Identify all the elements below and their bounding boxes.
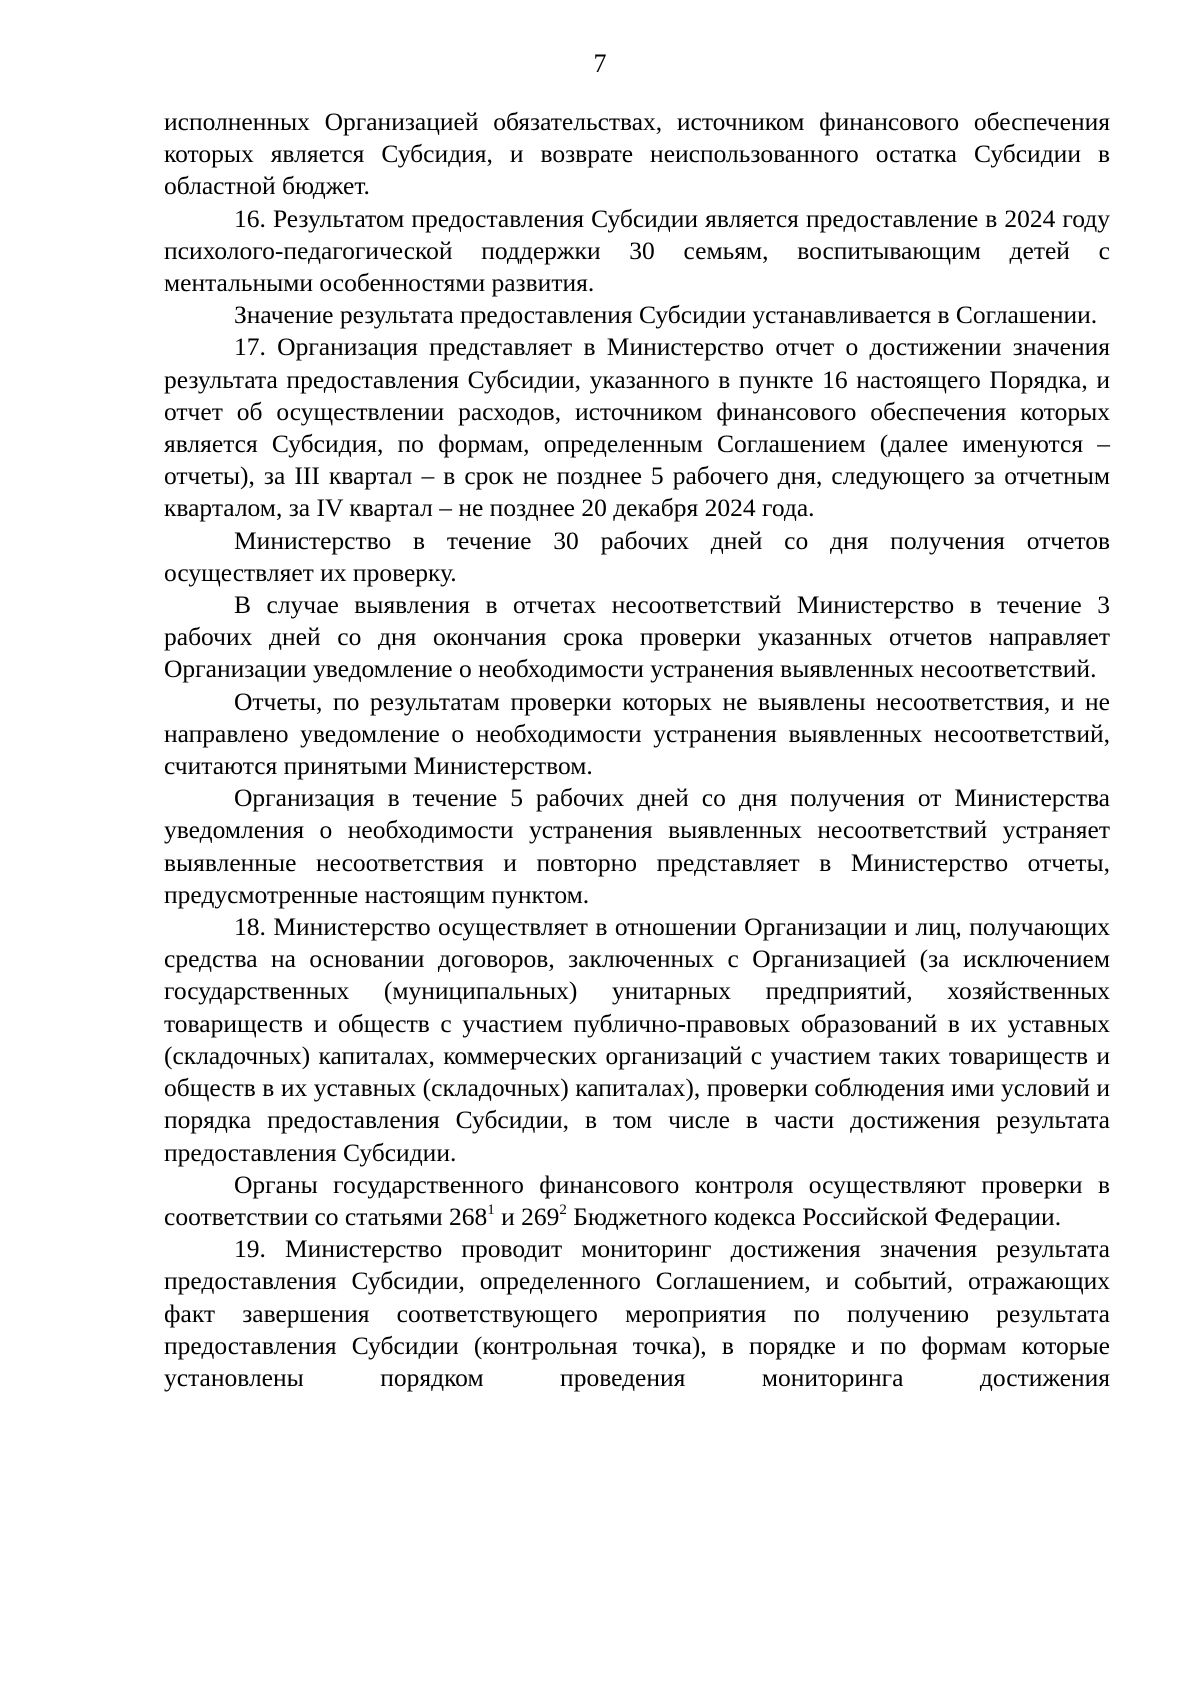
paragraph-discrepancies: В случае выявления в отчетах несоответствий Министерство в течение 3 рабочих дней со дня окончания срока проверки указанных отчетов направляет Организации уведомление о необходимости устранения выявленных несоответствий.: [164, 590, 1110, 684]
paragraph-item-16: 16. Результатом предоставления Субсидии является предоставление в 2024 году психолого-педагогической поддержки 30 семьям, воспитывающим детей с ментальными особенностями развития.: [164, 203, 1110, 298]
paragraph-organization-fixes: Организация в течение 5 рабочих дней со дня получения от Министерства уведомления о необходимости устранения выявленных несоответствий устраняет выявленные несоответствия и повторно представляет в Министерство отчеты, предусмотренные настоящим пунктом.: [164, 783, 1110, 909]
paragraph-result-value: Значение результата предоставления Субсидии устанавливается в Соглашении.: [234, 300, 1098, 330]
paragraph-item-19: 19. Министерство проводит мониторинг достижения значения результата предоставления Субсидии, определенного Соглашением, и событий, отражающих факт завершения соответствующего мероприятия по получению результата предоставления Субсидии (контрольная точка), в порядке и по формам которые установлены порядком проведения мониторинга достижения: [164, 1234, 1110, 1392]
financial-control-text-b: и 269: [494, 1201, 560, 1231]
paragraph-reports-accepted: Отчеты, по результатам проверки которых не выявлены несоответствия, и не направлено уведомление о необходимости устранения выявленных несоответствий, считаются принятыми Министерством.: [164, 686, 1110, 781]
superscript-1: 1: [487, 1201, 495, 1218]
paragraph-item-18: 18. Министерство осуществляет в отношении Организации и лиц, получающих средства на основании договоров, заключенных с Организацией (за исключением государственных (муниципальных) унитарных предприятий, хозяйственных товариществ и обществ с участием публично-правовых образований в их уставных (складочных) капиталах, коммерческих организаций с участием таких товариществ и обществ в их уставных (складочных) капиталах), проверки соблюдения ими условий и порядка предоставления Субсидии, в том числе в части достижения результата предоставления Субсидии.: [164, 912, 1110, 1167]
paragraph-continuation: исполненных Организацией обязательствах, источником финансового обеспечения которых является Субсидия, и возврате неиспользованного остатка Субсидии в областной бюджет.: [164, 107, 1110, 201]
document-body: [164, 106, 1110, 1394]
page-number: 7: [593, 49, 607, 78]
superscript-2: 2: [559, 1201, 567, 1218]
financial-control-text-c: Бюджетного кодекса Российской Федерации.: [566, 1201, 1062, 1231]
paragraph-item-17: 17. Организация представляет в Министерство отчет о достижении значения результата предоставления Субсидии, указанного в пункте 16 настоящего Порядка, и отчет об осуществлении расходов, источником финансового обеспечения которых является Субсидия, по формам, определенным Соглашением (далее именуются – отчеты), за III квартал – в срок не позднее 5 рабочего дня, следующего за отчетным кварталом, за IV квартал – не позднее 20 декабря 2024 года.: [164, 332, 1110, 523]
paragraph-financial-control: [164, 1169, 1110, 1233]
paragraph-report-check: Министерство в течение 30 рабочих дней со дня получения отчетов осуществляет их проверку.: [164, 525, 1110, 587]
financial-control-text-a: Органы государственного финансового контроля осуществляют проверки в соответствии со статьями 268: [164, 1169, 1110, 1231]
